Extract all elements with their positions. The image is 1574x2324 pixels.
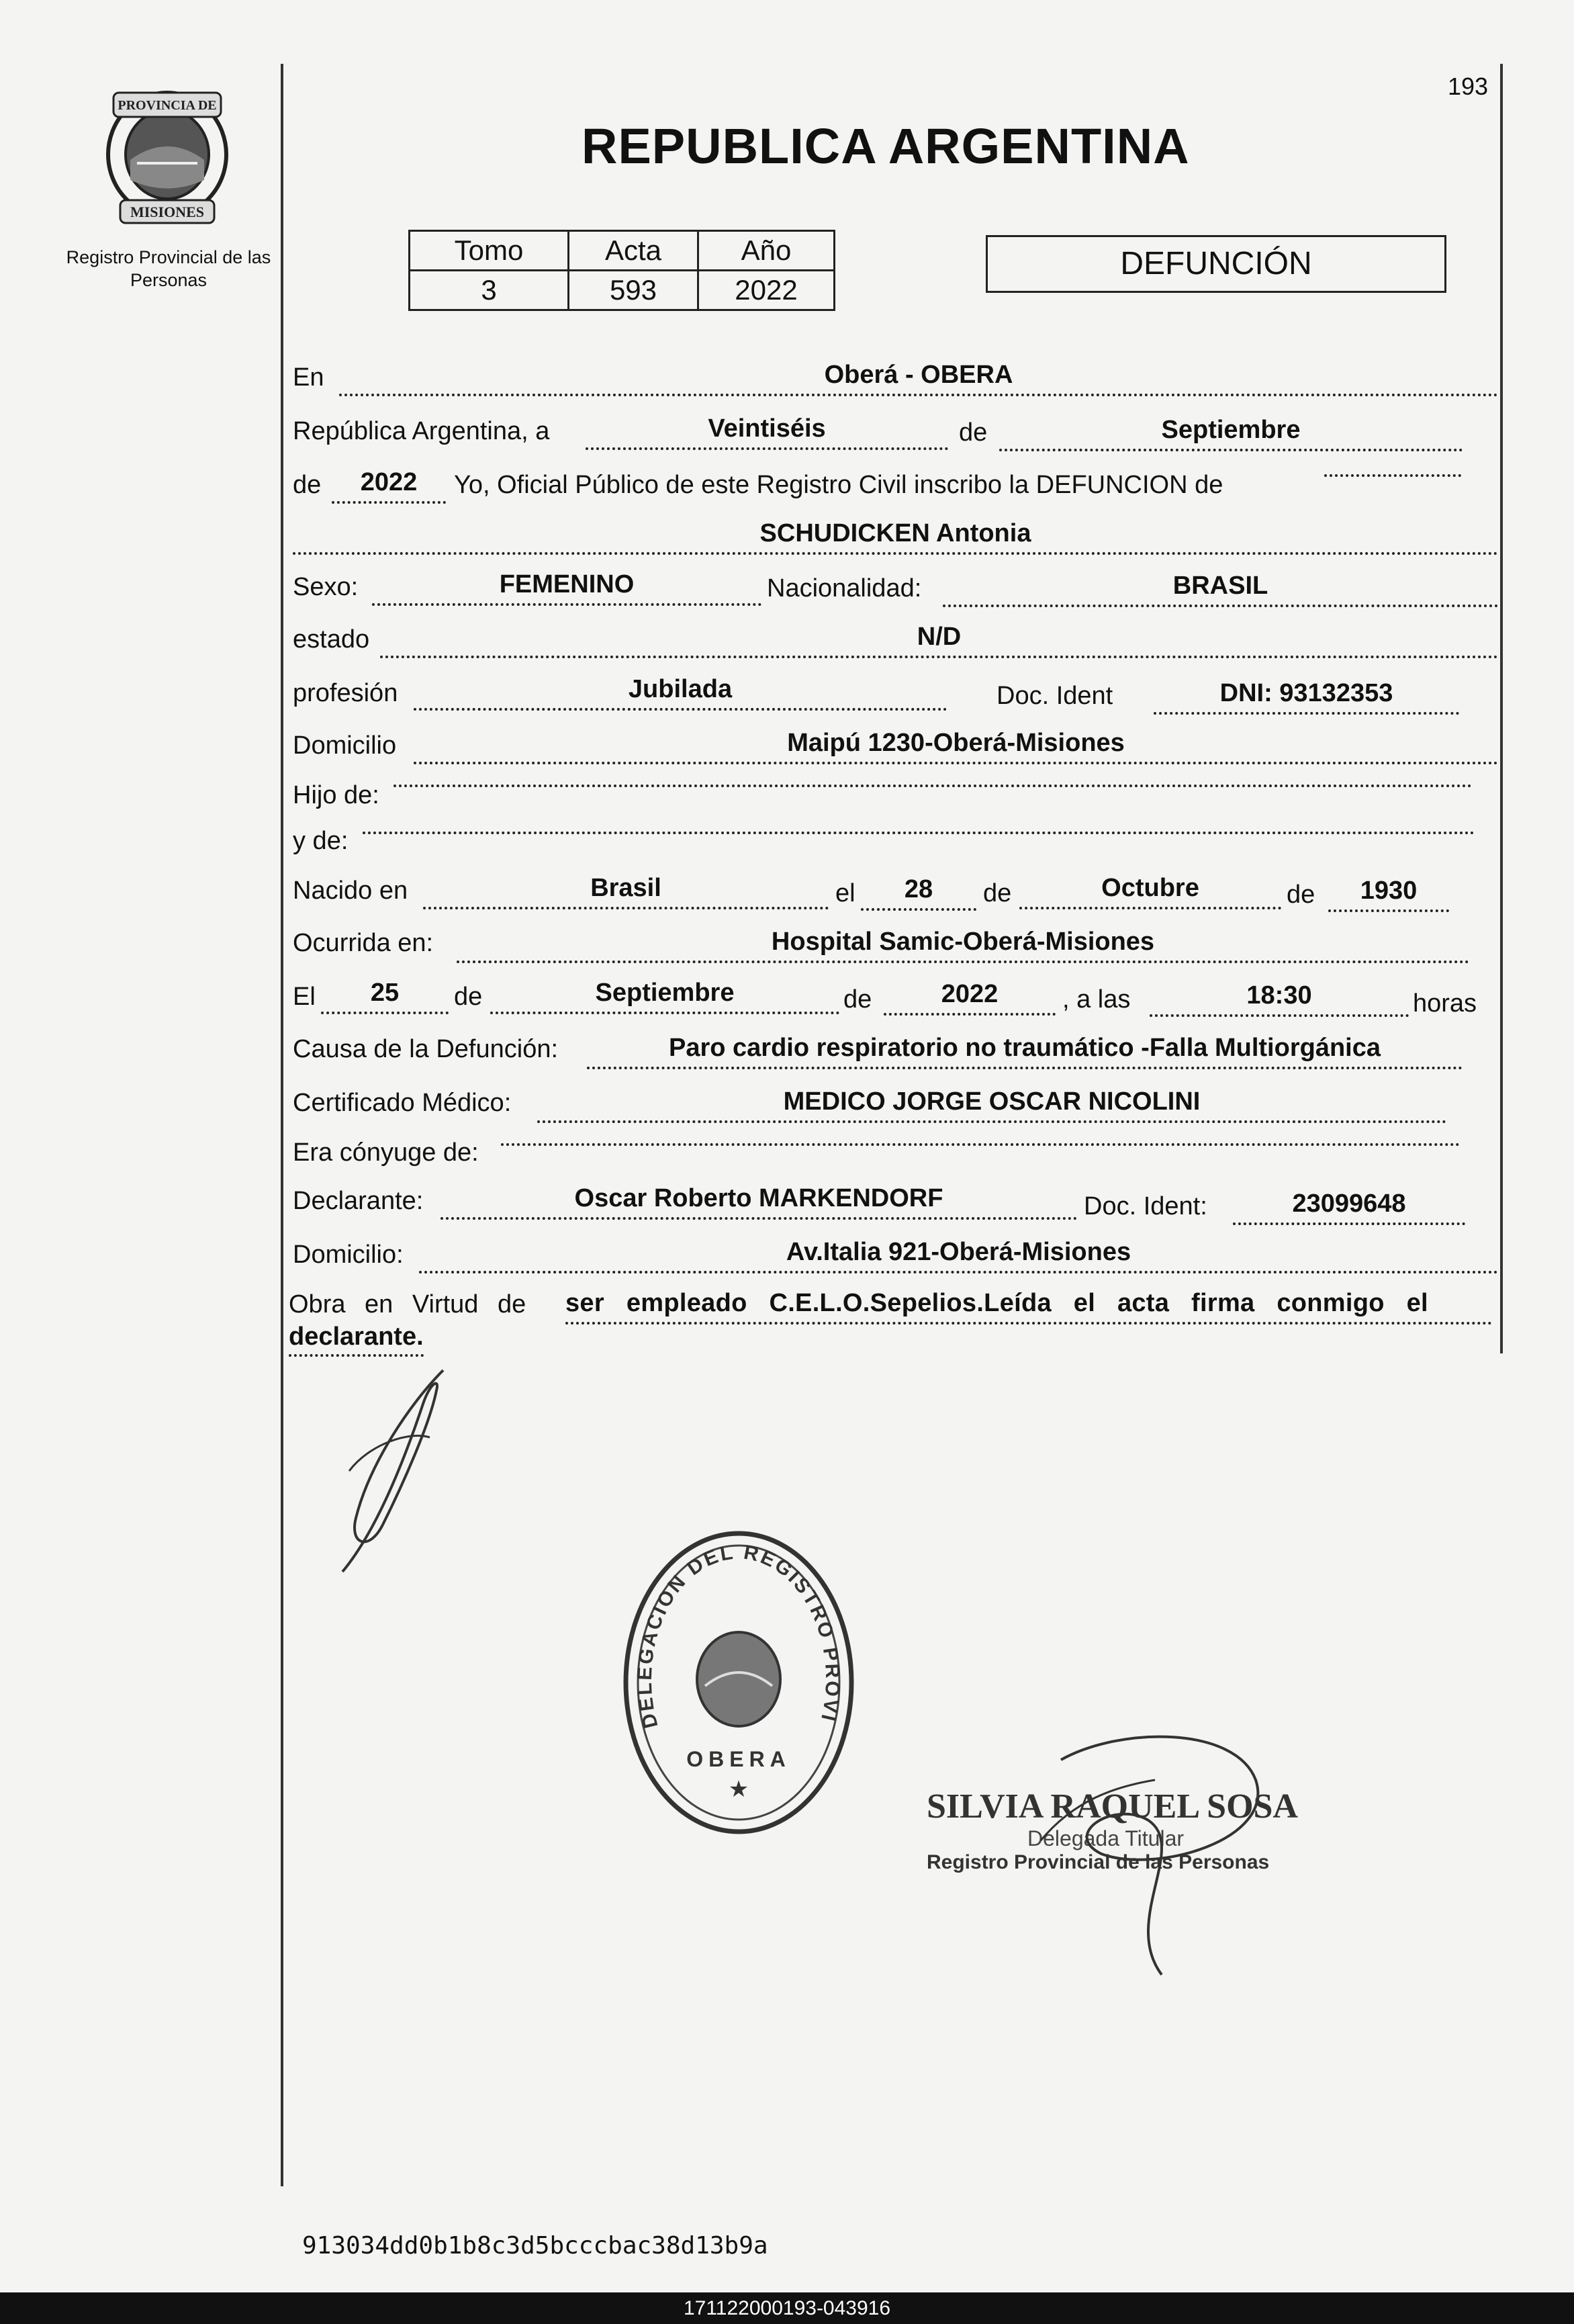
birth-place-value: Brasil	[423, 873, 829, 909]
page-number: 193	[1448, 73, 1489, 100]
month-value: Septiembre	[999, 415, 1463, 451]
death-time-value: 18:30	[1150, 981, 1409, 1017]
spouse-value	[501, 1139, 1460, 1146]
logo-bottom-text: MISIONES	[130, 204, 205, 220]
label-doc-ident: Doc. Ident	[997, 682, 1113, 710]
label-nacionalidad: Nacionalidad:	[767, 574, 922, 602]
declarant-doc-value: 23099648	[1233, 1189, 1465, 1225]
declarant-signature	[329, 1364, 463, 1589]
logo-top-text: PROVINCIA DE	[118, 98, 217, 113]
virtue-line-1: ser empleado C.E.L.O.Sepelios.Leída el acta firma conmigo el	[565, 1288, 1492, 1325]
profession-value: Jubilada	[414, 674, 947, 711]
label-estado: estado	[293, 625, 370, 654]
day-words-value: Veintiséis	[586, 414, 948, 450]
label-profesion: profesión	[293, 679, 398, 707]
seal-text: DELEGACION DEL REGISTRO PROVI	[633, 1541, 844, 1731]
page-title: REPUBLICA ARGENTINA	[582, 118, 1190, 174]
certificate-value: MEDICO JORGE OSCAR NICOLINI	[537, 1087, 1446, 1123]
label-de-1: de	[959, 418, 988, 447]
table-cell-anio: 2022	[698, 271, 835, 310]
label-el: el	[835, 879, 855, 907]
label-de-4: de	[1287, 881, 1315, 909]
table-header-acta: Acta	[569, 231, 698, 271]
place-value: Oberá - OBERA	[339, 360, 1498, 396]
and-of-value	[363, 828, 1475, 834]
birth-month-value: Octubre	[1019, 873, 1281, 909]
official-org: Registro Provincial de las Personas	[927, 1851, 1270, 1873]
official-signature	[1021, 1719, 1303, 1992]
province-logo	[97, 79, 238, 234]
death-day-value: 25	[321, 978, 449, 1014]
label-certificado: Certificado Médico:	[293, 1089, 512, 1117]
label-obra-en-virtud: Obra en Virtud de	[289, 1290, 526, 1319]
label-de-6: de	[843, 985, 872, 1014]
nationality-value: BRASIL	[943, 571, 1498, 607]
civil-status-value: N/D	[380, 622, 1498, 658]
table-header-anio: Año	[698, 231, 835, 271]
label-horas: horas	[1413, 989, 1477, 1018]
seal-star-icon: ★	[728, 1777, 749, 1802]
left-margin-line	[281, 64, 283, 2186]
volume-record-table	[408, 230, 835, 311]
official-seal	[618, 1525, 860, 1844]
official-name: SILVIA RAQUEL SOSA	[927, 1787, 1298, 1826]
birth-day-value: 28	[861, 875, 976, 911]
label-domicilio-2: Domicilio:	[293, 1241, 404, 1269]
intro-text: Yo, Oficial Público de este Registro Civil inscribo la DEFUNCION de	[454, 471, 1223, 499]
son-of-value	[394, 780, 1472, 787]
table-cell-acta: 593	[569, 271, 698, 310]
label-causa: Causa de la Defunción:	[293, 1035, 559, 1063]
label-en: En	[293, 363, 324, 392]
death-year-value: 2022	[884, 979, 1056, 1016]
label-de-5: de	[454, 983, 483, 1011]
record-type-box: DEFUNCIÓN	[986, 235, 1446, 293]
label-de-3: de	[983, 879, 1012, 907]
registry-name: Registro Provincial de las Personas	[66, 247, 271, 290]
label-ocurrida-en: Ocurrida en:	[293, 929, 434, 957]
official-role: Delegada Titular	[1027, 1826, 1185, 1850]
barcode-strip: 171122000193-043916	[0, 2292, 1574, 2324]
seal-city: OBERA	[686, 1747, 791, 1771]
address-value: Maipú 1230-Oberá-Misiones	[414, 728, 1498, 764]
sex-value: FEMENINO	[372, 570, 761, 606]
intro-filler	[1324, 470, 1461, 477]
birth-year-value: 1930	[1328, 876, 1449, 912]
label-hijo-de: Hijo de:	[293, 781, 379, 809]
label-domicilio: Domicilio	[293, 731, 397, 760]
label-declarante: Declarante:	[293, 1187, 424, 1215]
label-de-2: de	[293, 471, 322, 499]
death-month-value: Septiembre	[490, 978, 839, 1014]
declarant-address-value: Av.Italia 921-Oberá-Misiones	[419, 1237, 1498, 1273]
label-doc-ident-2: Doc. Ident:	[1084, 1192, 1207, 1220]
right-margin-line	[1500, 64, 1503, 1353]
document-hash: 913034dd0b1b8c3d5bcccbac38d13b9a	[302, 2232, 768, 2260]
label-republica: República Argentina, a	[293, 417, 550, 445]
cause-value: Paro cardio respiratorio no traumático -Falla Multiorgánica	[587, 1033, 1463, 1069]
death-place-value: Hospital Samic-Oberá-Misiones	[457, 927, 1469, 963]
label-sexo: Sexo:	[293, 573, 359, 601]
label-a-las: , a las	[1062, 985, 1131, 1014]
label-el-cap: El	[293, 983, 316, 1011]
year-value: 2022	[332, 467, 446, 504]
deceased-name-value: SCHUDICKEN Antonia	[293, 519, 1498, 555]
document-value: DNI: 93132353	[1154, 678, 1459, 715]
declarant-value: Oscar Roberto MARKENDORF	[441, 1183, 1077, 1220]
label-conyuge: Era cónyuge de:	[293, 1138, 479, 1167]
label-nacido-en: Nacido en	[293, 877, 408, 905]
table-cell-tomo: 3	[410, 271, 569, 310]
table-header-tomo: Tomo	[410, 231, 569, 271]
virtue-line-2: declarante.	[289, 1322, 424, 1357]
label-y-de: y de:	[293, 827, 349, 855]
